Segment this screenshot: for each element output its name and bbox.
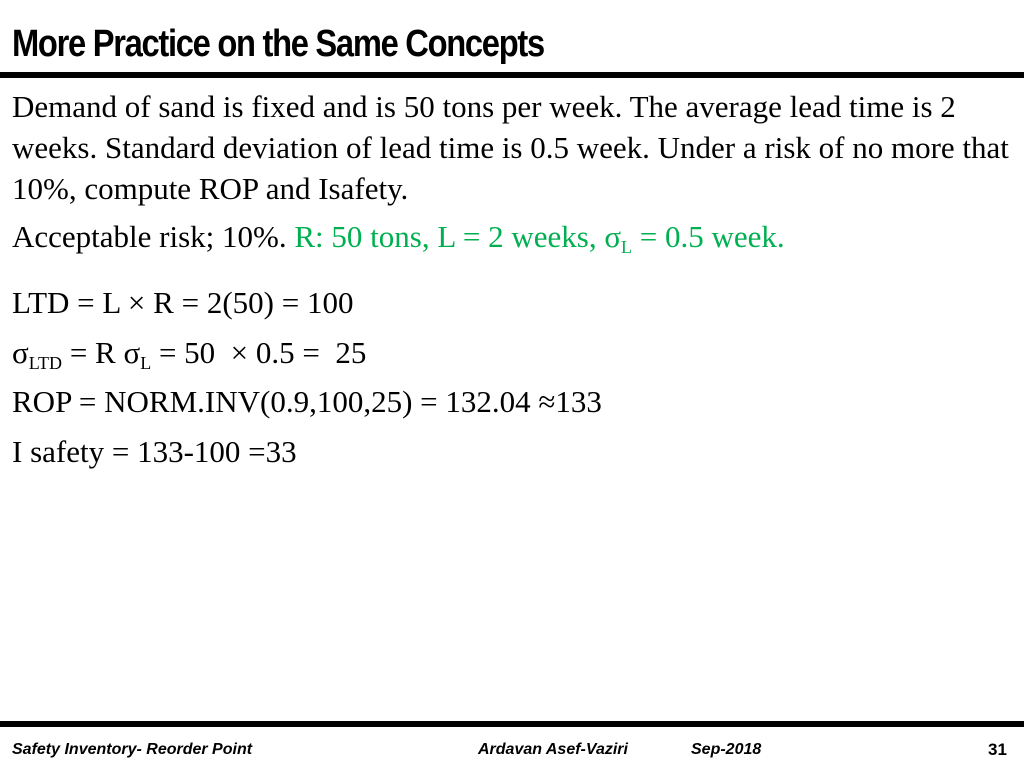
slide-title: More Practice on the Same Concepts (12, 23, 544, 65)
rop-formula: ROP = NORM.INV(0.9,100,25) = 132.04 ≈133 (12, 384, 602, 419)
isafety-formula: I safety = 133-100 =33 (12, 434, 297, 469)
ltd-formula: LTD = L × R = 2(50) = 100 (12, 285, 354, 320)
page-number: 31 (988, 740, 1007, 759)
footer-date: Sep-2018 (691, 741, 762, 758)
title-divider (0, 72, 1024, 78)
problem-statement: Demand of sand is fixed and is 50 tons per week. The average lead time is 2 weeks. Standard deviation of lead time is 0.5 week. Under a risk of no more that 10%, compute ROP and Isafety. (12, 89, 1009, 206)
given-demand: R: 50 tons, (294, 219, 430, 254)
footer-author: Ardavan Asef-Vaziri (478, 741, 628, 758)
footer-topic: Safety Inventory- Reorder Point (12, 741, 253, 758)
sigma-ltd-subscript: LTD (28, 353, 63, 373)
sigma-ltd-symbol: σ (12, 335, 29, 370)
sigma-symbol: σ (604, 219, 622, 254)
sigma-ltd-middle: = R σ (69, 335, 141, 370)
sigma-value: = 0.5 week. (639, 219, 785, 254)
sigma-l-subscript: L (140, 353, 152, 373)
footer-divider (0, 721, 1024, 727)
given-values (12, 216, 785, 257)
given-lead-time: L = 2 weeks, (437, 219, 597, 254)
sigma-ltd-rest: = 50 × 0.5 = 25 (158, 335, 367, 370)
sigma-subscript: L (621, 237, 633, 257)
sigma-ltd-formula (12, 333, 366, 373)
acceptable-risk: Acceptable risk; 10%. (12, 219, 287, 254)
given-sigma-l (604, 219, 785, 257)
